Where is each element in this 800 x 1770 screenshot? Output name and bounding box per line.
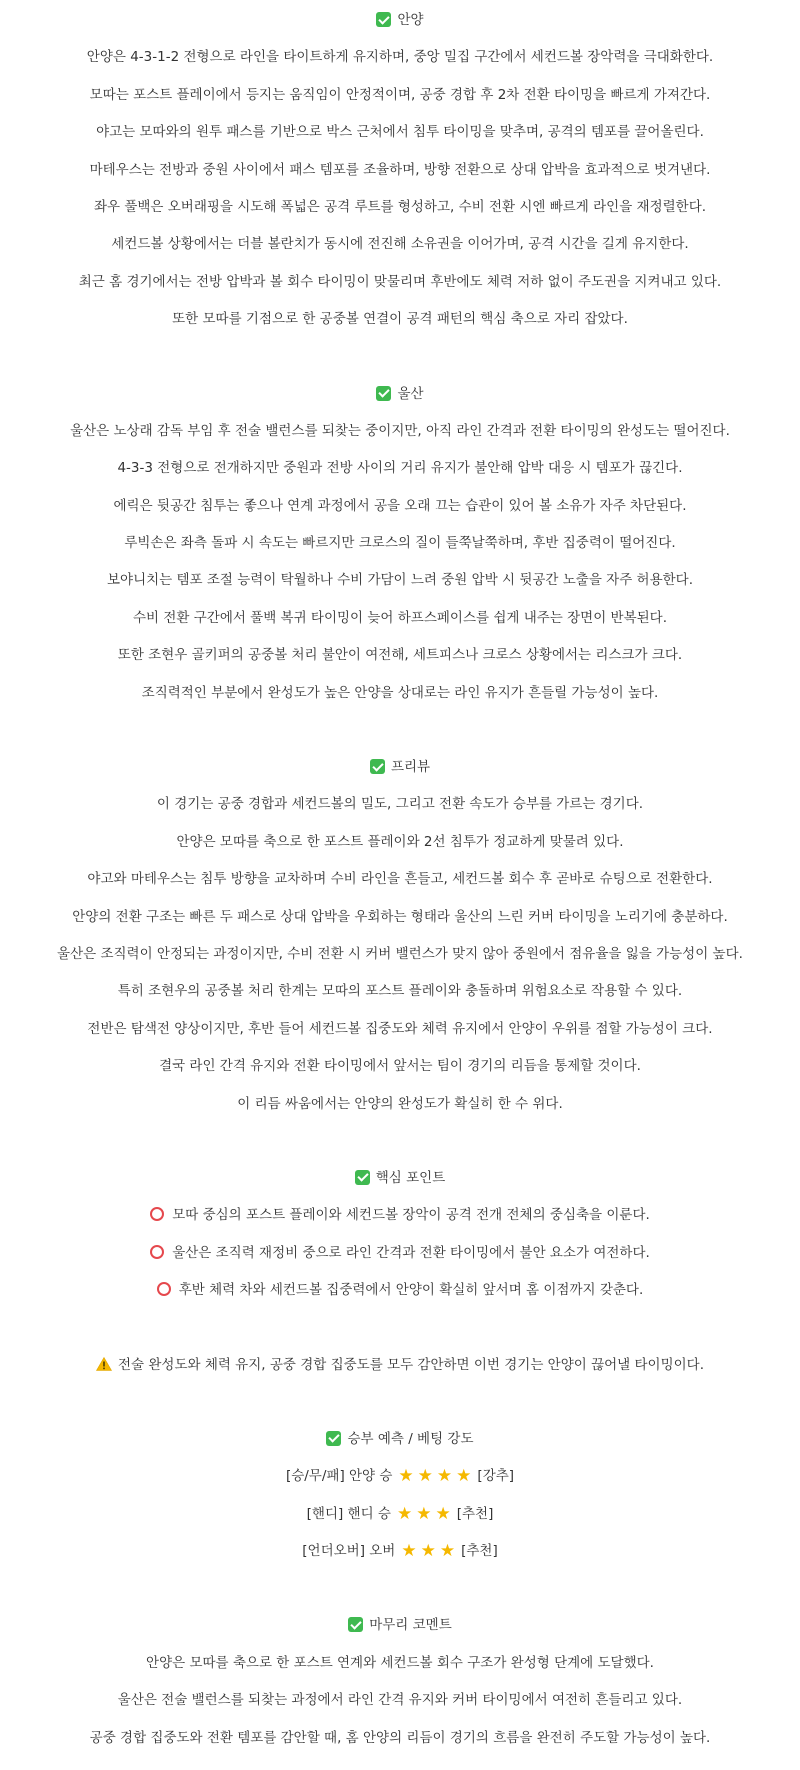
heading-text: 안양 [397, 12, 424, 28]
prediction-grade: [추천] [461, 1543, 498, 1560]
section-ulsan [0, 376, 800, 713]
warning-icon [96, 1357, 112, 1371]
check-icon [376, 386, 391, 401]
prediction-grade: [강추] [477, 1468, 515, 1485]
star-rating [395, 1503, 453, 1524]
list-item-text: 울산은 조직력 재정비 중으로 라인 간격과 전환 타이밍에서 불안 요소가 여전하다. [172, 1244, 650, 1261]
paragraph-line: 모따는 포스트 플레이에서 등지는 움직임이 안정적이며, 공중 경합 후 2차 전환 타이밍을 빠르게 가져간다. [89, 86, 711, 103]
paragraph-line: 수비 전환 구간에서 풀백 복귀 타이밍이 늦어 하프스페이스를 쉽게 내주는 장면이 반복된다. [132, 609, 667, 626]
prediction-label: [승/무/패] 안양 승 [285, 1468, 393, 1485]
list-item-text: 모따 중심의 포스트 플레이와 세컨드볼 장악이 공격 전개 전체의 중심축을 이룬다. [172, 1207, 650, 1224]
circle-icon [150, 1245, 164, 1259]
paragraph-line: 이 리듬 싸움에서는 안양의 완성도가 확실히 한 수 위다. [237, 1095, 563, 1112]
paragraph-line: 야고와 마테우스는 침투 방향을 교차하며 수비 라인을 흔들고, 세컨드볼 회수 후 곧바로 슈팅으로 전환한다. [87, 871, 713, 888]
star-icon: ★ [417, 1466, 433, 1487]
section-heading [0, 1607, 800, 1644]
circle-icon [157, 1282, 171, 1296]
star-icon: ★ [420, 1541, 436, 1562]
section-heading [0, 376, 800, 413]
section-heading [0, 749, 800, 786]
paragraph-line: 마테우스는 전방과 중원 사이에서 패스 템포를 조율하며, 방향 전환으로 상대 압박을 효과적으로 벗겨낸다. [89, 161, 711, 178]
paragraph-line: 또한 모따를 기점으로 한 공중볼 연결이 공격 패턴의 핵심 축으로 자리 잡았다. [172, 311, 628, 328]
heading-text: 마무리 코멘트 [369, 1617, 452, 1634]
list-item-text: 후반 체력 차와 세컨드볼 집중력에서 안양이 확실히 앞서며 홈 이점까지 갖춘다. [178, 1282, 644, 1299]
warning-text: 전술 완성도와 체력 유지, 공중 경합 집중도를 모두 감안하면 이번 경기는 안양이 끊어낼 타이밍이다. [117, 1356, 704, 1373]
paragraph-line: 4-3-3 전형으로 전개하지만 중원과 전방 사이의 거리 유지가 불안해 압박 대응 시 템포가 끊긴다. [117, 460, 683, 477]
prediction-label: [핸디] 핸디 승 [306, 1505, 391, 1522]
paragraph-line: 공중 경합 집중도와 전환 템포를 감안할 때, 홈 안양의 리듬이 경기의 흐름을 완전히 주도할 가능성이 높다. [89, 1729, 711, 1746]
paragraph-line: 최근 홈 경기에서는 전방 압박과 볼 회수 타이밍이 맞물리며 후반에도 체력 저하 없이 주도권을 지켜내고 있다. [78, 273, 722, 290]
paragraph-line: 좌우 풀백은 오버래핑을 시도해 폭넓은 공격 루트를 형성하고, 수비 전환 시엔 빠르게 라인을 재정렬한다. [93, 198, 707, 215]
check-icon [326, 1431, 341, 1446]
check-icon [376, 12, 391, 27]
prediction-row [0, 1458, 800, 1495]
paragraph-line: 조직력적인 부분에서 완성도가 높은 안양을 상대로는 라인 유지가 흔들릴 가능성이 높다. [141, 684, 659, 701]
star-icon: ★ [398, 1466, 414, 1487]
prediction-label: [언더오버] 오버 [302, 1543, 396, 1560]
prediction-grade: [추천] [456, 1505, 494, 1522]
star-rating [399, 1541, 457, 1562]
paragraph-line: 울산은 조직력이 안정되는 과정이지만, 수비 전환 시 커버 밸런스가 맞지 않아 중원에서 점유율을 잃을 가능성이 높다. [57, 945, 743, 962]
star-icon: ★ [401, 1541, 417, 1562]
paragraph-line: 루빅손은 좌측 돌파 시 속도는 빠르지만 크로스의 질이 들쭉날쭉하며, 후반 집중력이 떨어진다. [124, 535, 676, 552]
star-icon: ★ [396, 1503, 413, 1524]
paragraph-line: 안양은 모따를 축으로 한 포스트 연계와 세컨드볼 회수 구조가 완성형 단계에 도달했다. [146, 1654, 654, 1671]
section-key-points [0, 1160, 800, 1310]
section-warning [0, 1347, 800, 1384]
paragraph-line: 세컨드볼 상황에서는 더블 볼란치가 동시에 전진해 소유권을 이어가며, 공격 시간을 길게 유지한다. [111, 236, 689, 253]
star-icon: ★ [435, 1503, 451, 1524]
section-heading [0, 2, 800, 39]
prediction-row [0, 1496, 800, 1533]
paragraph-line: 울산은 전술 밸런스를 되찾는 과정에서 라인 간격 유지와 커버 타이밍에서 여전히 흔들리고 있다. [117, 1692, 683, 1709]
star-icon: ★ [416, 1503, 432, 1524]
heading-text: 울산 [397, 385, 424, 402]
section-heading [0, 1421, 800, 1458]
star-icon: ★ [439, 1541, 456, 1562]
check-icon [348, 1617, 363, 1632]
list-item [0, 1197, 800, 1234]
section-prediction [0, 1421, 800, 1571]
circle-icon [150, 1207, 164, 1221]
heading-text: 승부 예측 / 베팅 강도 [347, 1430, 474, 1447]
prediction-row [0, 1533, 800, 1570]
star-icon: ★ [436, 1466, 453, 1487]
section-closing [0, 1607, 800, 1757]
paragraph-line: 이 경기는 공중 경합과 세컨드볼의 밀도, 그리고 전환 속도가 승부를 가르는 경기다. [156, 796, 644, 813]
section-anyang [0, 2, 800, 339]
paragraph-line: 또한 조현우 골키퍼의 공중볼 처리 불안이 여전해, 세트피스나 크로스 상황에서는 리스크가 크다. [117, 647, 683, 664]
paragraph-line: 울산은 노상래 감독 부임 후 전술 밸런스를 되찾는 중이지만, 아직 라인 간격과 전환 타이밍의 완성도는 떨어진다. [70, 422, 730, 439]
paragraph-line: 안양은 모따를 축으로 한 포스트 플레이와 2선 침투가 정교하게 맞물려 있다. [176, 833, 624, 850]
star-rating [396, 1466, 473, 1487]
heading-text: 프리뷰 [390, 759, 431, 776]
check-icon [355, 1170, 370, 1185]
paragraph-line: 전반은 탐색전 양상이지만, 후반 들어 세컨드볼 집중도와 체력 유지에서 안양이 우위를 점할 가능성이 크다. [87, 1020, 713, 1037]
heading-text: 핵심 포인트 [375, 1169, 446, 1186]
check-icon [370, 759, 385, 774]
section-heading [0, 1160, 800, 1197]
list-item [0, 1235, 800, 1272]
paragraph-line: 보야니치는 템포 조절 능력이 탁월하나 수비 가담이 느려 중원 압박 시 뒷공간 노출을 자주 허용한다. [106, 572, 693, 589]
star-icon: ★ [456, 1466, 472, 1487]
paragraph-line: 야고는 모따와의 원투 패스를 기반으로 박스 근처에서 침투 타이밍을 맞추며, 공격의 템포를 끌어올린다. [96, 124, 704, 141]
paragraph-line: 안양은 4-3-1-2 전형으로 라인을 타이트하게 유지하며, 중앙 밀집 구간에서 세컨드볼 장악력을 극대화한다. [86, 49, 714, 66]
warning-line [0, 1347, 800, 1384]
paragraph-line: 안양의 전환 구조는 빠른 두 패스로 상대 압박을 우회하는 형태라 울산의 느린 커버 타이밍을 노리기에 충분하다. [72, 908, 728, 925]
paragraph-line: 결국 라인 간격 유지와 전환 타이밍에서 앞서는 팀이 경기의 리듬을 통제할 것이다. [159, 1058, 641, 1075]
paragraph-line: 에릭은 뒷공간 침투는 좋으나 연계 과정에서 공을 오래 끄는 습관이 있어 볼 소유가 자주 차단된다. [113, 497, 687, 514]
paragraph-line: 특히 조현우의 공중볼 처리 한계는 모따의 포스트 플레이와 충돌하며 위험요소로 작용할 수 있다. [117, 983, 683, 1000]
list-item [0, 1272, 800, 1309]
section-preview [0, 749, 800, 1123]
